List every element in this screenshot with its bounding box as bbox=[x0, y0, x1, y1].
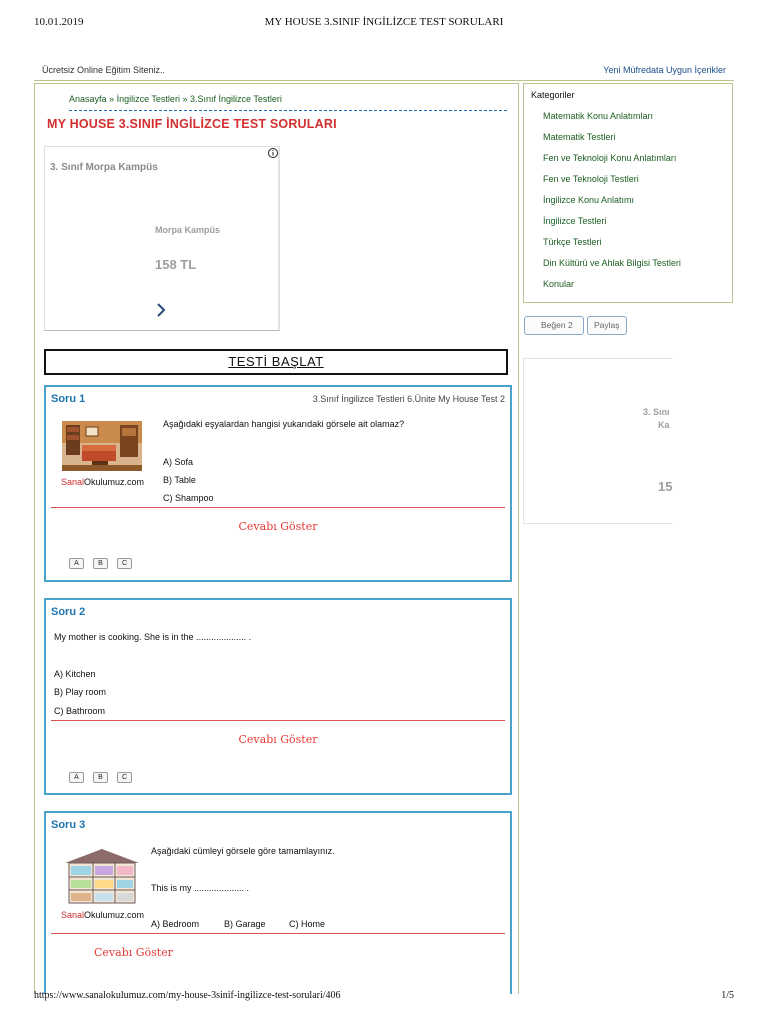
category-list bbox=[543, 111, 681, 300]
ad-banner[interactable] bbox=[44, 146, 280, 331]
answer-button-a[interactable]: A bbox=[69, 558, 84, 569]
watermark-red: Sanal bbox=[61, 477, 85, 487]
breadcrumb-home[interactable]: Anasayfa bbox=[69, 94, 107, 104]
print-footer bbox=[34, 990, 734, 1004]
ad-divider bbox=[278, 147, 279, 330]
site-tagline-link[interactable]: Yeni Müfredata Uygun İçerikler bbox=[603, 65, 726, 75]
ad-campus-title: 3. Sınıf Morpa Kampüs bbox=[50, 162, 158, 173]
option-b: B) Garage bbox=[224, 919, 266, 929]
print-date: 10.01.2019 bbox=[34, 16, 84, 28]
breadcrumb-current[interactable]: 3.Sınıf İngilizce Testleri bbox=[190, 94, 282, 104]
question-text: Aşağıdaki cümleyi görsele göre tamamlayınız. bbox=[151, 846, 335, 856]
print-header bbox=[34, 16, 734, 30]
breadcrumb-category[interactable]: İngilizce Testleri bbox=[116, 94, 180, 104]
sidebar-item-math-lessons[interactable]: Matematik Konu Anlatımları bbox=[543, 111, 654, 121]
show-answer-button[interactable]: Cevabı Göster bbox=[94, 946, 173, 959]
site-slogan: Ücretsiz Online Eğitim Siteniz.. bbox=[42, 65, 166, 75]
page-title: MY HOUSE 3.SINIF İNGİLİZCE TEST SORULARI bbox=[47, 117, 337, 131]
question-blank-sentence: This is my .................... . bbox=[151, 883, 250, 893]
sidebar-title: Kategoriler bbox=[531, 90, 575, 100]
breadcrumb bbox=[69, 94, 507, 111]
sidebar-item-religion-tests[interactable]: Din Kültürü ve Ahlak Bilgisi Testleri bbox=[543, 258, 681, 268]
answer-button-b[interactable]: B bbox=[93, 772, 108, 783]
share-button[interactable]: Paylaş bbox=[587, 316, 627, 335]
option-a: A) Sofa bbox=[163, 457, 194, 467]
breadcrumb-separator: » bbox=[182, 94, 188, 104]
ad-brand: Morpa Kampüs bbox=[155, 225, 221, 235]
sidebar-item-english-tests[interactable]: İngilizce Testleri bbox=[543, 216, 607, 226]
watermark-black: Okulumuz.com bbox=[84, 477, 145, 487]
question-category-link[interactable]: 3.Sınıf İngilizce Testleri 6.Ünite My House Test 2 bbox=[312, 394, 505, 404]
sidebar-item-science-tests[interactable]: Fen ve Teknoloji Testleri bbox=[543, 174, 639, 184]
answer-button-c[interactable]: C bbox=[117, 772, 132, 783]
question-card-3 bbox=[44, 811, 512, 994]
question-title: Soru 3 bbox=[51, 819, 86, 831]
sidebar-ad[interactable] bbox=[523, 358, 673, 524]
watermark-black: Okulumuz.com bbox=[84, 910, 145, 920]
chevron-right-icon[interactable] bbox=[155, 302, 167, 318]
option-b: B) Play room bbox=[54, 687, 107, 697]
show-answer-button[interactable]: Cevabı Göster bbox=[238, 733, 318, 746]
answer-button-c[interactable]: C bbox=[117, 558, 132, 569]
answer-divider bbox=[51, 720, 505, 721]
side-ad-subtitle: Ka bbox=[658, 420, 670, 430]
main-content bbox=[34, 83, 519, 994]
option-a: A) Bedroom bbox=[151, 919, 200, 929]
question-text: My mother is cooking. She is in the .................... . bbox=[54, 632, 252, 642]
categories-sidebar bbox=[523, 83, 733, 303]
print-page-number: 1/5 bbox=[721, 990, 734, 1001]
sidebar-item-science-lessons[interactable]: Fen ve Teknoloji Konu Anlatımları bbox=[543, 153, 677, 163]
side-ad-title: 3. Sını bbox=[643, 407, 670, 417]
watermark-red: Sanal bbox=[61, 910, 85, 920]
show-answer-button[interactable]: Cevabı Göster bbox=[238, 520, 318, 533]
watermark bbox=[61, 477, 144, 487]
breadcrumb-separator: » bbox=[109, 94, 115, 104]
house-image bbox=[63, 847, 141, 905]
print-title: MY HOUSE 3.SINIF İNGİLİZCE TEST SORULARI bbox=[264, 16, 504, 28]
question-card-2 bbox=[44, 598, 512, 795]
question-title: Soru 2 bbox=[51, 606, 86, 618]
watermark bbox=[61, 910, 144, 920]
ad-price: 158 TL bbox=[155, 257, 197, 272]
sidebar-item-topics[interactable]: Konular bbox=[543, 279, 575, 289]
sidebar-item-english-lessons[interactable]: İngilizce Konu Anlatımı bbox=[543, 195, 635, 205]
question-text: Aşağıdaki eşyalardan hangisi yukarıdaki görsele ait olamaz? bbox=[163, 419, 405, 429]
answer-button-a[interactable]: A bbox=[69, 772, 84, 783]
option-b: B) Table bbox=[163, 475, 196, 485]
start-test-button[interactable]: TESTİ BAŞLAT bbox=[44, 349, 508, 375]
question-card-1 bbox=[44, 385, 512, 582]
option-a: A) Kitchen bbox=[54, 669, 96, 679]
answer-button-b[interactable]: B bbox=[93, 558, 108, 569]
question-title: Soru 1 bbox=[51, 393, 86, 405]
living-room-image bbox=[62, 421, 142, 471]
print-url: https://www.sanalokulumuz.com/my-house-3sinif-ingilizce-test-sorulari/406 bbox=[34, 990, 341, 1001]
option-c: C) Bathroom bbox=[54, 706, 106, 716]
option-c: C) Shampoo bbox=[163, 493, 214, 503]
answer-divider bbox=[51, 933, 505, 934]
side-ad-price: 15 bbox=[658, 479, 673, 494]
sidebar-item-math-tests[interactable]: Matematik Testleri bbox=[543, 132, 616, 142]
like-button[interactable]: Beğen 2 bbox=[524, 316, 584, 335]
sidebar-item-turkish-tests[interactable]: Türkçe Testleri bbox=[543, 237, 602, 247]
site-topbar bbox=[34, 65, 734, 81]
answer-buttons bbox=[69, 766, 141, 781]
topbar-divider bbox=[34, 80, 734, 81]
option-c: C) Home bbox=[289, 919, 326, 929]
answer-divider bbox=[51, 507, 505, 508]
answer-buttons bbox=[69, 552, 141, 567]
